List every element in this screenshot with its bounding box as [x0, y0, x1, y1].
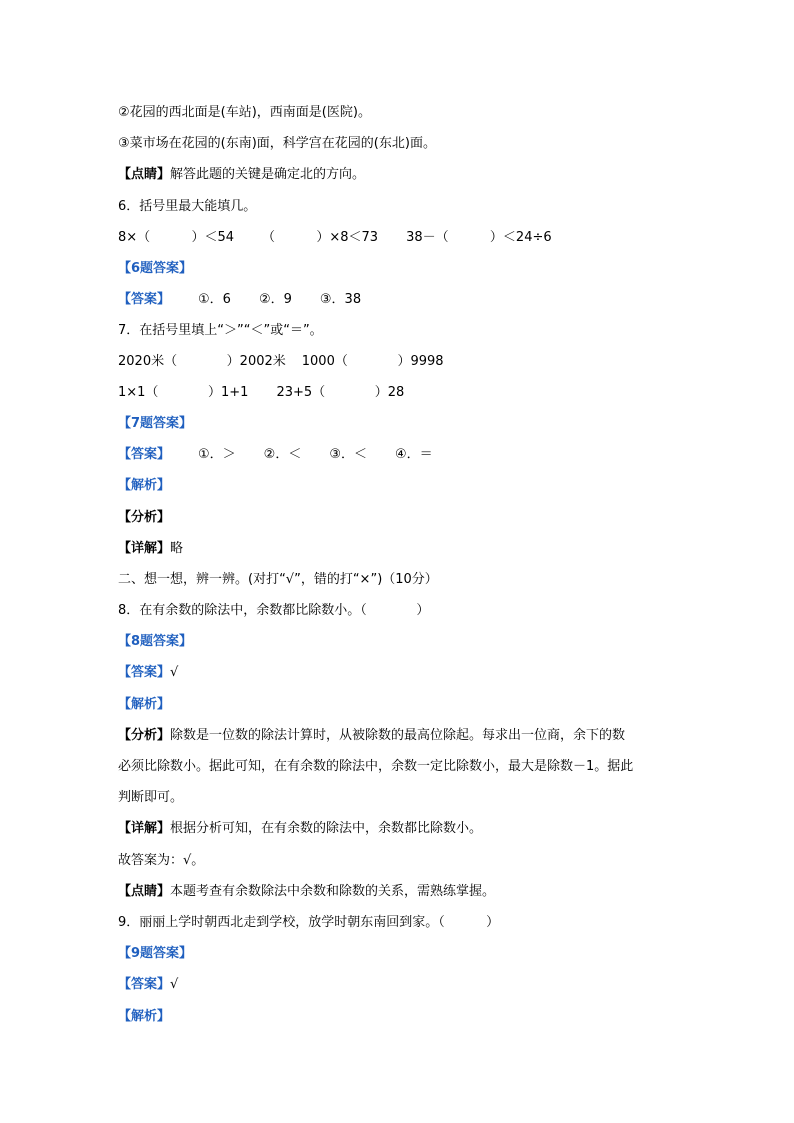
answer-item: ①．6: [198, 292, 231, 307]
answer-7-heading: 【7题答案】: [118, 416, 193, 431]
q7-item-b: 1000（ ）9998: [301, 354, 444, 369]
fenxi-tag: 【分析】: [118, 728, 171, 743]
answer-item: ④．＝: [394, 447, 433, 462]
question-6-title: 6．括号里最大能填几。: [118, 199, 257, 214]
answer-6-heading: 【6题答案】: [118, 261, 193, 276]
question-6-items: [118, 229, 552, 247]
question-9-title: 9．丽丽上学时朝西北走到学校，放学时朝东南回到家。（ ）: [118, 915, 500, 930]
q6-item-a: 8×（ ）＜54: [118, 230, 235, 245]
question-7-row-2: [118, 384, 404, 402]
dianjing-text: 本题考查有余数除法中余数和除数的关系，需熟练掌握。: [170, 884, 496, 899]
question-7-title: 7．在括号里填上“＞”“＜”或“＝”。: [118, 323, 323, 338]
fenxi-text: 除数是一位数的除法计算时，从被除数的最高位除起。每求出一位商，余下的数: [170, 728, 626, 743]
xiangjie-tag: 【详解】: [118, 541, 171, 556]
dianjing-tag: 【点睛】: [118, 167, 171, 182]
section-2-heading: 二、想一想，辨一辨。(对打“√”，错的打“×”)（10分）: [118, 572, 438, 587]
fenxi-line: [118, 727, 625, 745]
jiexi-tag: 【解析】: [118, 1009, 171, 1024]
xiangjie-text: 略: [170, 541, 184, 556]
answer-7-line: [118, 446, 433, 464]
answer-tag: 【答案】: [118, 447, 171, 462]
fenxi-tag: 【分析】: [118, 510, 171, 525]
question-7-row-1: [118, 353, 444, 371]
jiexi-tag: 【解析】: [118, 478, 171, 493]
jiexi-tag: 【解析】: [118, 697, 171, 712]
xiangjie-text: 根据分析可知，在有余数的除法中，余数都比除数小。: [170, 821, 483, 836]
q6-item-c: 38－（ ）＜24÷6: [406, 230, 552, 245]
conclusion-line: 故答案为：√。: [118, 853, 205, 868]
answer-tag: 【答案】: [118, 665, 171, 680]
dianjing-line: [118, 883, 495, 901]
dianjing-text: 解答此题的关键是确定北的方向。: [170, 167, 366, 182]
fenxi-text: 判断即可。: [118, 790, 184, 805]
fenxi-text: 必须比除数小。据此可知，在有余数的除法中，余数一定比除数小，最大是除数－1。据此: [118, 759, 634, 774]
answer-item: ②．9: [258, 292, 292, 307]
q6-item-b: （ ）×8＜73: [262, 230, 379, 245]
check-mark: √: [170, 977, 179, 992]
answer-item: ③．＜: [329, 447, 367, 462]
question-8-title: 8．在有余数的除法中，余数都比除数小。（ ）: [118, 603, 430, 618]
text-line: ②花园的西北面是(车站)，西南面是(医院)。: [118, 105, 371, 120]
dianjing-line: [118, 166, 365, 184]
text-line: ③菜市场在花园的(东南)面，科学宫在花园的(东北)面。: [118, 136, 436, 151]
check-mark: √: [170, 665, 179, 680]
answer-6-line: [118, 291, 361, 309]
answer-tag: 【答案】: [118, 292, 171, 307]
answer-item: ②．＜: [263, 447, 302, 462]
answer-8-heading: 【8题答案】: [118, 634, 193, 649]
answer-9-heading: 【9题答案】: [118, 946, 193, 961]
answer-item: ①．＞: [198, 447, 236, 462]
xiangjie-tag: 【详解】: [118, 821, 171, 836]
dianjing-tag: 【点睛】: [118, 884, 171, 899]
q7-item-c: 1×1（ ）1+1: [118, 385, 249, 400]
q7-item-a: 2020米（ ）2002米: [118, 354, 286, 369]
answer-8-line: [118, 664, 178, 682]
xiangjie-line: [118, 540, 183, 558]
answer-9-line: [118, 976, 178, 994]
xiangjie-line: [118, 820, 482, 838]
answer-tag: 【答案】: [118, 977, 171, 992]
q7-item-d: 23+5（ ）28: [276, 385, 405, 400]
answer-item: ③．38: [319, 292, 362, 307]
